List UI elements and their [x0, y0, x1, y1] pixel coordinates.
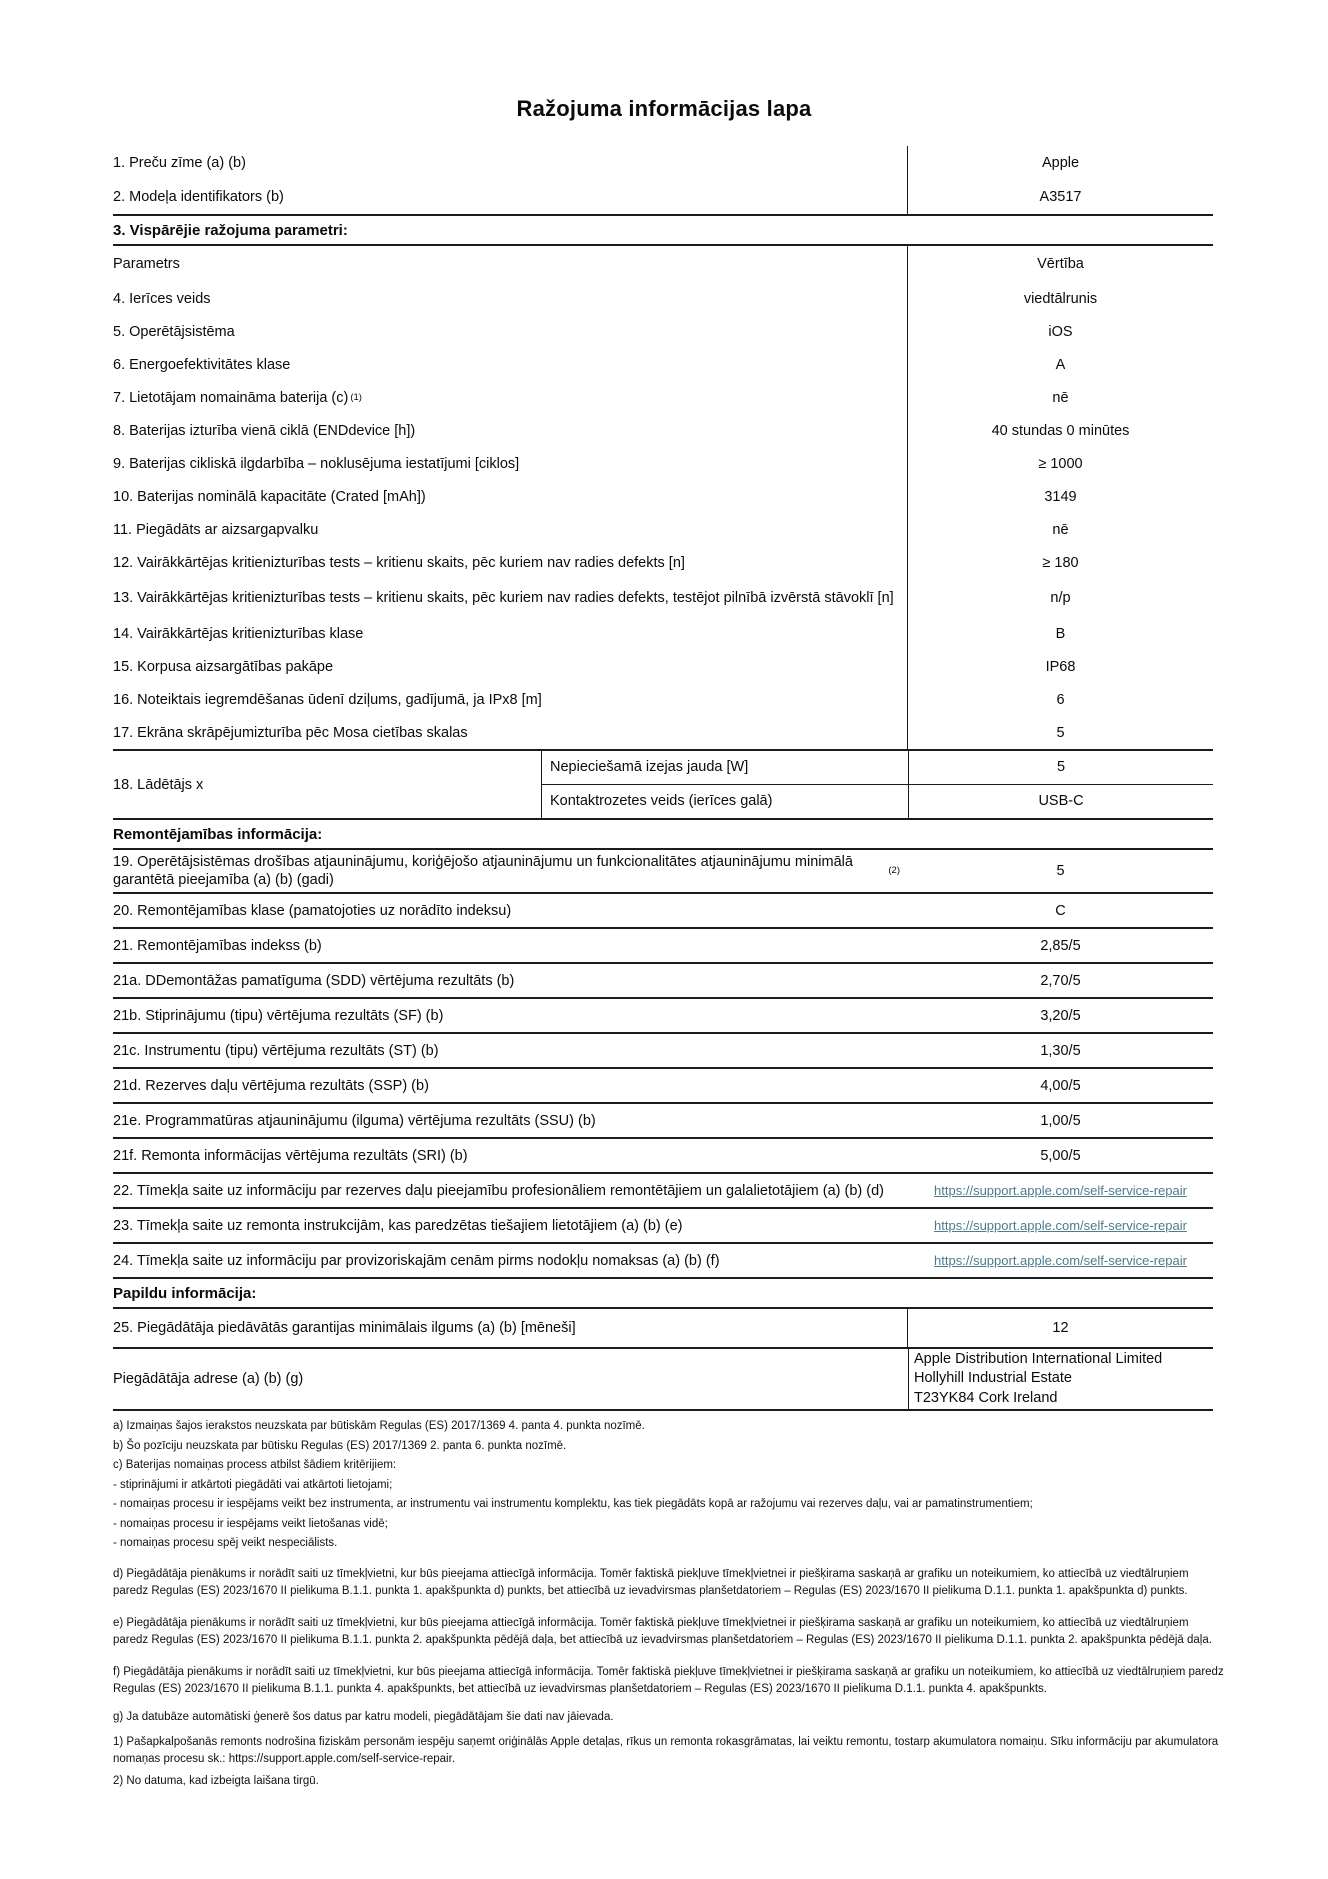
footnotes: [113, 1420, 1225, 1789]
row-label: 24. Tīmekļa saite uz informāciju par provizoriskajām cenām pirms nodokļu nomaksas (a) (b) (f): [113, 1252, 720, 1269]
footnote: e) Piegādātāja pienākums ir norādīt saiti uz tīmekļvietni, kur būs pieejama attiecīgā informācija. Tomēr faktiskā piekļuve tīmekļvietnei ir piešķirama saskaņā ar grafiku un noteikumiem, ko attiecībā uz viedtālruņiem paredz Regulas (ES) 2023/1670 II pielikuma B.1.1. punkta 2. apakšpunkta pēdējā daļa, bet attiecībā uz ievadvirsmas planšetdatoriem – Regulas (ES) 2023/1670 II pielikuma D.1.1. punkta 2. apakšpunkta pēdējā daļa.: [113, 1616, 1212, 1646]
row-value: [908, 1209, 1213, 1242]
footnote: a) Izmaiņas šajos ierakstos neuzskata par būtiskām Regulas (ES) 2017/1369 4. panta 4. punkta nozīmē.: [113, 1420, 645, 1432]
charger-sub-label: Nepieciešamā izejas jauda [W]: [541, 751, 908, 785]
footnote: 2) No datuma, kad izbeigta laišana tirgū.: [113, 1775, 319, 1787]
table-row: [113, 1139, 1213, 1174]
footnote: f) Piegādātāja pienākums ir norādīt saiti uz tīmekļvietni, kur būs pieejama attiecīgā informācija. Tomēr faktiskā piekļuve tīmekļvietnei ir piešķirama saskaņā ar grafiku un noteikumiem, ko attiecībā uz viedtālruņiem paredz Regulas (ES) 2023/1670 II pielikuma B.1.1. punkta 4. apakšpunkts, bet attiecībā uz ievadvirsmas planšetdatoriem – Regulas (ES) 2023/1670 II pielikuma D.1.1. punkta 4. apakšpunkts.: [113, 1665, 1224, 1695]
address-line: Hollyhill Industrial Estate: [914, 1370, 1072, 1387]
table-row: [113, 480, 1213, 513]
address-line: T23YK84 Cork Ireland: [914, 1389, 1058, 1406]
self-service-repair-link[interactable]: https://support.apple.com/self-service-repair: [934, 1217, 1187, 1233]
table-row: [113, 315, 1213, 348]
row-label: 16. Noteiktais iegremdēšanas ūdenī dziļums, gadījumā, ja IPx8 [m]: [113, 691, 542, 708]
section-header-general: 3. Vispārējie ražojuma parametri:: [113, 214, 1213, 246]
row-value: 3,20/5: [1040, 1007, 1081, 1024]
table-row: [113, 929, 1213, 964]
row-value: 1,00/5: [1040, 1112, 1081, 1129]
table-row: [113, 1069, 1213, 1104]
self-service-repair-link[interactable]: https://support.apple.com/self-service-repair: [934, 1252, 1187, 1268]
footnote: - stiprinājumi ir atkārtoti piegādāti vai atkārtoti lietojami;: [113, 1478, 393, 1491]
row-label: 7. Lietotājam nomaināma baterija (c) (1): [113, 389, 362, 406]
row-label: 14. Vairākkārtējas kritienizturības klase: [113, 625, 364, 642]
row-value: [908, 1244, 1213, 1277]
row-label: 21. Remontējamības indekss (b): [113, 937, 322, 954]
row-label: 19. Operētājsistēmas drošības atjauninājumu, koriģējošo atjauninājumu un funkcionalitātes atjauninājumu minimālā garantētā pieejamība (a) (b) (gadi) (2): [113, 854, 900, 888]
row-label: 12. Vairākkārtējas kritienizturības tests – kritienu skaits, pēc kuriem nav radies defekts [n]: [113, 554, 685, 571]
row-label: 8. Baterijas izturība vienā ciklā (ENDdevice [h]): [113, 422, 416, 439]
row-value: B: [907, 617, 1213, 650]
row-value: iOS: [907, 315, 1213, 348]
table-row: [113, 546, 1213, 579]
row-label: 21e. Programmatūras atjauninājumu (ilguma) vērtējuma rezultāts (SSU) (b): [113, 1112, 596, 1129]
table-row: [113, 447, 1213, 480]
row-value: A: [907, 348, 1213, 381]
row-label: 21f. Remonta informācijas vērtējuma rezultāts (SRI) (b): [113, 1147, 468, 1164]
column-header-parameter: Parametrs: [113, 256, 180, 272]
table-row: [113, 850, 1213, 894]
row-value: [908, 1174, 1213, 1207]
row-label: 20. Remontējamības klase (pamatojoties uz norādīto indeksu): [113, 902, 512, 919]
page-title: Ražojuma informācijas lapa: [516, 96, 812, 121]
table-row: [113, 1104, 1213, 1139]
charger-sub-value: 5: [908, 751, 1213, 785]
table-row: [113, 894, 1213, 929]
self-service-repair-link[interactable]: https://support.apple.com/self-service-repair: [934, 1182, 1187, 1198]
footnote: 1) Pašapkalpošanās remonts nodrošina fiziskām personām iespēju saņemt oriģinālās Apple detaļas, rīkus un remonta rokasgrāmatas, lai veiktu remontu, tostarp akumulatora nomaiņu. Sīku informāciju par akumulatora nomaņas procesu sk.: https://support.apple.com/self-service-repair.: [113, 1736, 1219, 1765]
row-label: 15. Korpusa aizsargātības pakāpe: [113, 658, 334, 675]
charger-sub-label: Kontaktrozetes veids (ierīces galā): [541, 785, 908, 819]
row-value: 1,30/5: [1040, 1042, 1081, 1059]
footnote: g) Ja datubāze automātiski ģenerē šos datus par katru modeli, piegādātājam šie dati nav jāievada.: [113, 1710, 614, 1723]
row-value: nē: [907, 513, 1213, 546]
row-value: 12: [907, 1309, 1213, 1347]
address-line: Apple Distribution International Limited: [914, 1350, 1163, 1367]
supplier-address: [908, 1349, 1213, 1409]
row-brand: [113, 146, 1213, 180]
table-row: [113, 282, 1213, 315]
row-label: 25. Piegādātāja piedāvātās garantijas minimālais ilgums (a) (b) [mēneši]: [113, 1320, 576, 1336]
row-label: 13. Vairākkārtējas kritienizturības tests – kritienu skaits, pēc kuriem nav radies defekts, testējot pilnībā izvērstā stāvoklī [n]: [113, 590, 894, 606]
row-label: 23. Tīmekļa saite uz remonta instrukcijām, kas paredzētas tiešajiem lietotājiem (a) (b) (e): [113, 1217, 683, 1234]
table-row: [113, 414, 1213, 447]
table-row: [113, 617, 1213, 650]
row-value: 5,00/5: [1040, 1147, 1081, 1164]
row-label: 21a. DDemontāžas pamatīguma (SDD) vērtējuma rezultāts (b): [113, 972, 515, 989]
row-value: nē: [907, 381, 1213, 414]
row-label: 1. Preču zīme (a) (b): [113, 155, 246, 171]
row-warranty: [113, 1309, 1213, 1349]
row-label: 10. Baterijas nominālā kapacitāte (Crated [mAh]): [113, 488, 426, 505]
row-value: IP68: [907, 650, 1213, 683]
row-label: 17. Ekrāna skrāpējumizturība pēc Mosa cietības skalas: [113, 724, 468, 741]
row-value: A3517: [907, 180, 1213, 214]
table-row-link: [113, 1174, 1213, 1209]
row-value: 2,70/5: [1040, 972, 1081, 989]
row-charger: [113, 749, 1213, 818]
row-label: 22. Tīmekļa saite uz informāciju par rezerves daļu pieejamību profesionāliem remontētājiem un galalietotājiem (a) (b) (d): [113, 1182, 884, 1199]
row-label: 21c. Instrumentu (tipu) vērtējuma rezultāts (ST) (b): [113, 1042, 439, 1059]
row-label: 21b. Stiprinājumu (tipu) vērtējuma rezultāts (SF) (b): [113, 1007, 444, 1024]
table-row: [113, 650, 1213, 683]
footnote: - nomaiņas procesu ir iespējams veikt lietošanas vidē;: [113, 1517, 388, 1530]
row-label: 18. Lādētājs x: [113, 776, 204, 793]
table-row: [113, 513, 1213, 546]
table-row: [113, 348, 1213, 381]
row-value: 3149: [907, 480, 1213, 513]
row-value: ≥ 1000: [907, 447, 1213, 480]
table-row-link: [113, 1244, 1213, 1277]
row-value: 2,85/5: [1040, 937, 1081, 954]
row-value: 40 stundas 0 minūtes: [907, 414, 1213, 447]
row-value: 6: [907, 683, 1213, 716]
row-label: 21d. Rezerves daļu vērtējuma rezultāts (SSP) (b): [113, 1077, 429, 1094]
footnote: c) Baterijas nomaiņas process atbilst šādiem kritērijiem:: [113, 1459, 397, 1471]
section-header-additional: Papildu informācija:: [113, 1277, 1213, 1309]
footnote: - nomaiņas procesu spēj veikt nespeciālists.: [113, 1537, 338, 1549]
row-value: 4,00/5: [1040, 1077, 1081, 1094]
footnote: - nomaiņas procesu ir iespējams veikt bez instrumenta, ar instrumentu vai instrumentu komplektu, kas tiek piegādāts kopā ar ražojumu vai rezerves daļu, vai ar pamatinstrumentiem;: [113, 1498, 1033, 1510]
row-label: 2. Modeļa identifikators (b): [113, 189, 284, 205]
row-value: 5: [907, 716, 1213, 749]
row-label: 4. Ierīces veids: [113, 290, 211, 307]
row-supplier-address: [113, 1349, 1213, 1411]
row-value: n/p: [907, 579, 1213, 617]
row-label: 5. Operētājsistēma: [113, 323, 235, 340]
row-label: 11. Piegādāts ar aizsargapvalku: [113, 521, 319, 538]
table-row: [113, 381, 1213, 414]
table-row: [113, 579, 1213, 617]
footnote: b) Šo pozīciju neuzskata par būtisku Regulas (ES) 2017/1369 2. panta 6. punkta nozīmē.: [113, 1439, 567, 1452]
row-value: Apple: [907, 146, 1213, 180]
charger-sub-value: USB-C: [908, 785, 1213, 819]
table-row: [113, 999, 1213, 1034]
row-value: 5: [1056, 863, 1065, 879]
row-value: C: [1055, 902, 1066, 919]
row-label: Piegādātāja adrese (a) (b) (g): [113, 1371, 304, 1387]
row-value: viedtālrunis: [907, 282, 1213, 315]
table-row: [113, 964, 1213, 999]
table-row-link: [113, 1209, 1213, 1244]
table-row: [113, 683, 1213, 716]
row-model: [113, 180, 1213, 214]
row-label: 9. Baterijas cikliskā ilgdarbība – noklusējuma iestatījumi [ciklos]: [113, 455, 520, 472]
row-value: ≥ 180: [907, 546, 1213, 579]
column-header-value: Vērtība: [907, 246, 1213, 282]
table-row: [113, 1034, 1213, 1069]
table-header-row: [113, 246, 1213, 282]
table-row: [113, 716, 1213, 749]
section-header-repair: Remontējamības informācija:: [113, 818, 1213, 850]
row-label: 6. Energoefektivitātes klase: [113, 356, 291, 373]
footnote: d) Piegādātāja pienākums ir norādīt saiti uz tīmekļvietni, kur būs pieejama attiecīgā informācija. Tomēr faktiskā piekļuve tīmekļvietnei ir piešķirama saskaņā ar grafiku un noteikumiem, ko attiecībā uz viedtālruņiem paredz Regulas (ES) 2023/1670 II pielikuma B.1.1. punkta 1. apakšpunkta d) punkts, bet attiecībā uz ievadvirsmas planšetdatoriem – Regulas (ES) 2023/1670 II pielikuma D.1.1. punkta 1. apakšpunkta d) punkts.: [113, 1567, 1189, 1597]
